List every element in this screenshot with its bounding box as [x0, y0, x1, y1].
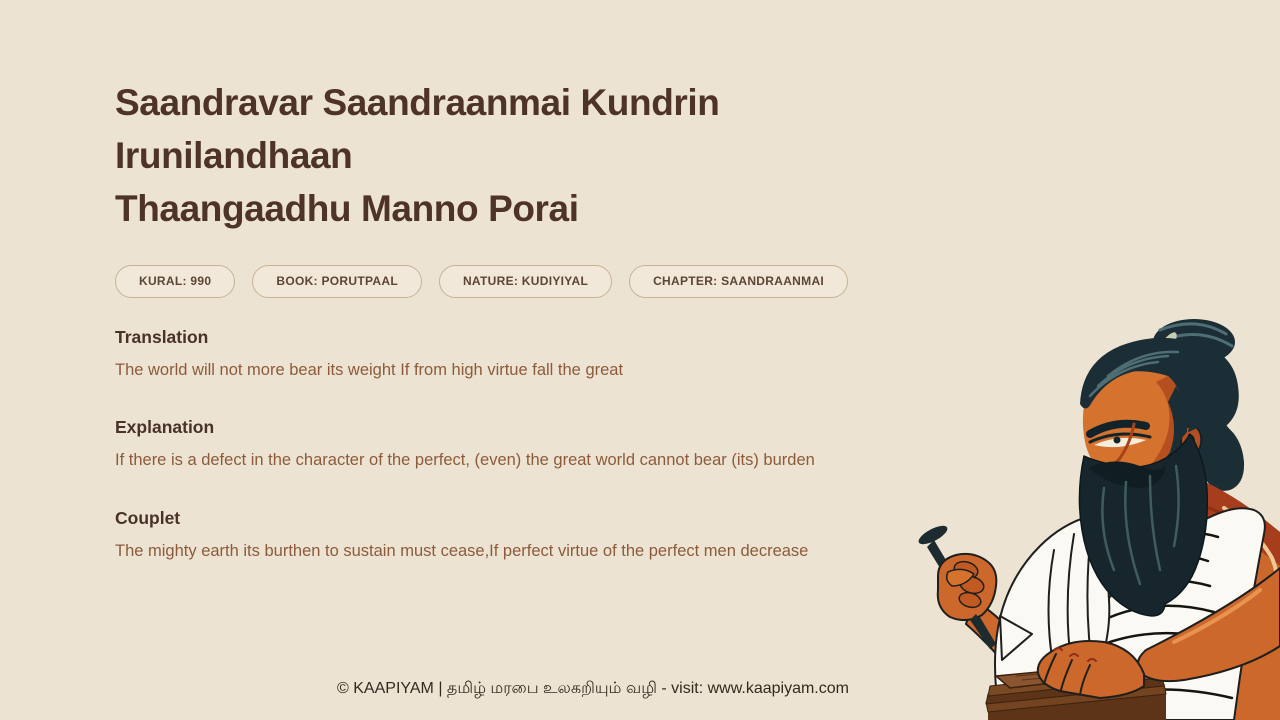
section-explanation: [115, 417, 965, 471]
translation-text: The world will not more bear its weight If from high virtue fall the great: [115, 361, 624, 379]
thiruvalluvar-illustration: [904, 318, 1280, 720]
kural-title-line-1: Saandravar Saandraanmai Kundrin Irunilandhaan: [115, 82, 720, 176]
kural-content: [115, 76, 965, 562]
kural-title: [115, 76, 965, 235]
badge-chapter: CHAPTER: SAANDRAANMAI: [629, 265, 848, 298]
footer-credit: © KAAPIYAM | தமிழ் மரபை உலகறியும் வழி - visit: www.kaapiyam.com: [337, 680, 849, 697]
couplet-text: The mighty earth its burthen to sustain must cease,If perfect virtue of the perfect men decrease: [115, 541, 809, 560]
kural-meta-badges: [115, 265, 965, 298]
explanation-heading: Explanation: [115, 417, 215, 438]
badge-book: BOOK: PORUTPAAL: [252, 265, 422, 298]
badge-nature: NATURE: KUDIYIYAL: [439, 265, 612, 298]
explanation-text: If there is a defect in the character of the perfect, (even) the great world cannot bear (its) burden: [115, 451, 815, 470]
translation-heading: Translation: [115, 327, 209, 347]
section-couplet: [115, 508, 965, 562]
couplet-heading: Couplet: [115, 507, 181, 528]
section-translation: [115, 327, 965, 381]
sage-writing-hand: [916, 522, 996, 649]
badge-kural-number: KURAL: 990: [115, 265, 235, 298]
kural-title-line-2: Thaangaadhu Manno Porai: [115, 188, 579, 229]
